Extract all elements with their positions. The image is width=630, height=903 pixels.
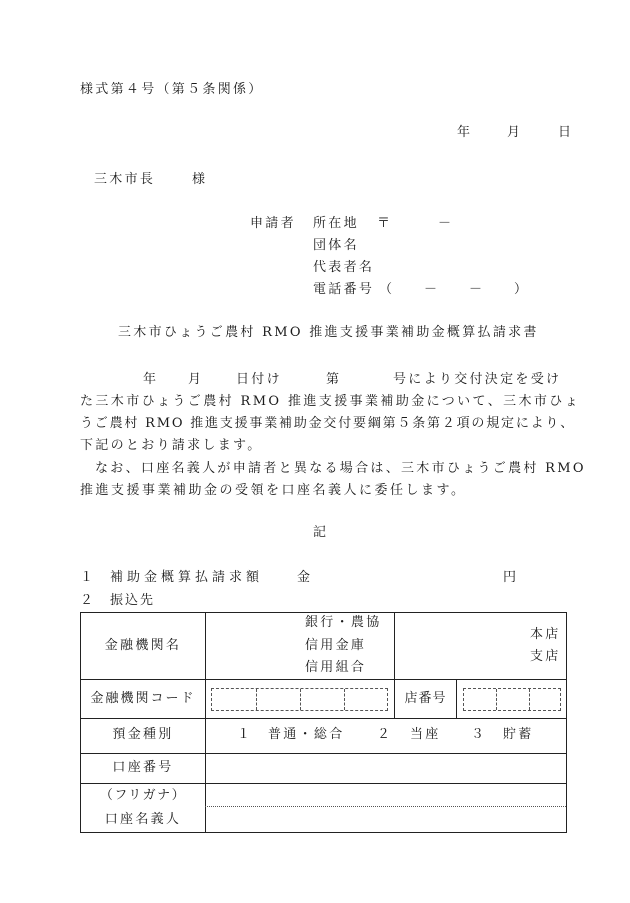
item-2-number: ２ xyxy=(80,593,96,608)
digit-divider xyxy=(496,689,497,710)
column-divider xyxy=(456,679,457,718)
deposit-option-label: 当座 xyxy=(410,727,441,742)
transfer-table xyxy=(80,612,567,833)
account-holder-label: 口座名義人 xyxy=(104,812,182,827)
body-line: た三木市ひょうご農村 RMO 推進支援事業補助金について、三木市ひょ xyxy=(80,394,581,409)
document-title: 三木市ひょうご農村 RMO 推進支援事業補助金概算払請求書 xyxy=(118,325,539,340)
body-year: 年 xyxy=(143,372,159,387)
body-number-prefix: 第 xyxy=(326,372,342,387)
item-1-label: 補助金概算払請求額 xyxy=(110,570,264,585)
amount-prefix: 金 xyxy=(297,570,313,585)
row-divider xyxy=(81,718,566,719)
furigana-label: （フリガナ） xyxy=(99,788,187,803)
bank-type-option: 信用組合 xyxy=(305,660,367,675)
deposit-type-label: 預金種別 xyxy=(112,727,174,742)
postal-mark: 〒 xyxy=(377,216,393,231)
digit-divider xyxy=(344,689,345,710)
body-line: なお、口座名義人が申請者と異なる場合は、三木市ひょうご農村 RMO xyxy=(95,461,586,476)
furigana-divider xyxy=(205,806,566,807)
date-year-label: 年 xyxy=(457,125,473,140)
phone-dash-1: － xyxy=(424,282,440,297)
bank-type-option: 銀行・農協 xyxy=(305,615,382,630)
body-line: 推進支援事業補助金の受領を口座名義人に委任します。 xyxy=(80,483,467,498)
addressee-name: 三木市長 xyxy=(94,172,156,187)
bank-code-boxes xyxy=(211,688,388,711)
representative-label: 代表者名 xyxy=(313,260,375,275)
digit-divider xyxy=(529,689,530,710)
row-divider xyxy=(81,783,566,784)
phone-dash-2: － xyxy=(469,282,485,297)
ki-heading: 記 xyxy=(313,525,329,540)
branch-type-sub: 支店 xyxy=(530,649,561,664)
branch-number-label: 店番号 xyxy=(404,691,447,706)
row-divider xyxy=(81,679,566,680)
digit-divider xyxy=(256,689,257,710)
applicant-label: 申請者 xyxy=(250,216,296,231)
deposit-option-number: ２ xyxy=(377,727,393,742)
addressee-honorific: 様 xyxy=(192,172,208,187)
deposit-option-label: 貯蓄 xyxy=(503,727,534,742)
phone-open-paren: （ xyxy=(379,282,395,297)
deposit-option-number: １ xyxy=(237,727,253,742)
bank-name-label: 金融機関名 xyxy=(104,638,182,653)
organization-label: 団体名 xyxy=(313,238,359,253)
account-number-label: 口座番号 xyxy=(112,760,174,775)
postal-dash: － xyxy=(438,216,454,231)
body-day-suffix: 日付け xyxy=(236,372,282,387)
row-divider xyxy=(81,753,566,754)
column-divider xyxy=(205,613,206,832)
bank-type-option: 信用金庫 xyxy=(305,638,367,653)
branch-type-head: 本店 xyxy=(530,627,561,642)
address-label: 所在地 xyxy=(313,216,359,231)
amount-suffix: 円 xyxy=(503,570,519,585)
bank-code-label: 金融機関コード xyxy=(90,691,196,706)
phone-label: 電話番号 xyxy=(313,282,375,297)
date-month-label: 月 xyxy=(507,125,523,140)
date-day-label: 日 xyxy=(558,125,574,140)
body-line: うご農村 RMO 推進支援事業補助金交付要綱第５条第２項の規定により、 xyxy=(80,416,576,431)
column-divider xyxy=(394,613,395,679)
phone-close-paren: ） xyxy=(514,282,530,297)
body-line: 下記のとおり請求します。 xyxy=(80,438,263,453)
deposit-option-label: 普通・総合 xyxy=(268,727,345,742)
deposit-option-number: ３ xyxy=(471,727,487,742)
body-number-suffix: 号により交付決定を受け xyxy=(393,372,562,387)
body-month: 月 xyxy=(188,372,204,387)
branch-number-boxes xyxy=(463,688,561,711)
item-2-label: 振込先 xyxy=(110,593,156,608)
form-number: 様式第４号（第５条関係） xyxy=(80,82,264,97)
item-1-number: １ xyxy=(80,570,96,585)
digit-divider xyxy=(300,689,301,710)
